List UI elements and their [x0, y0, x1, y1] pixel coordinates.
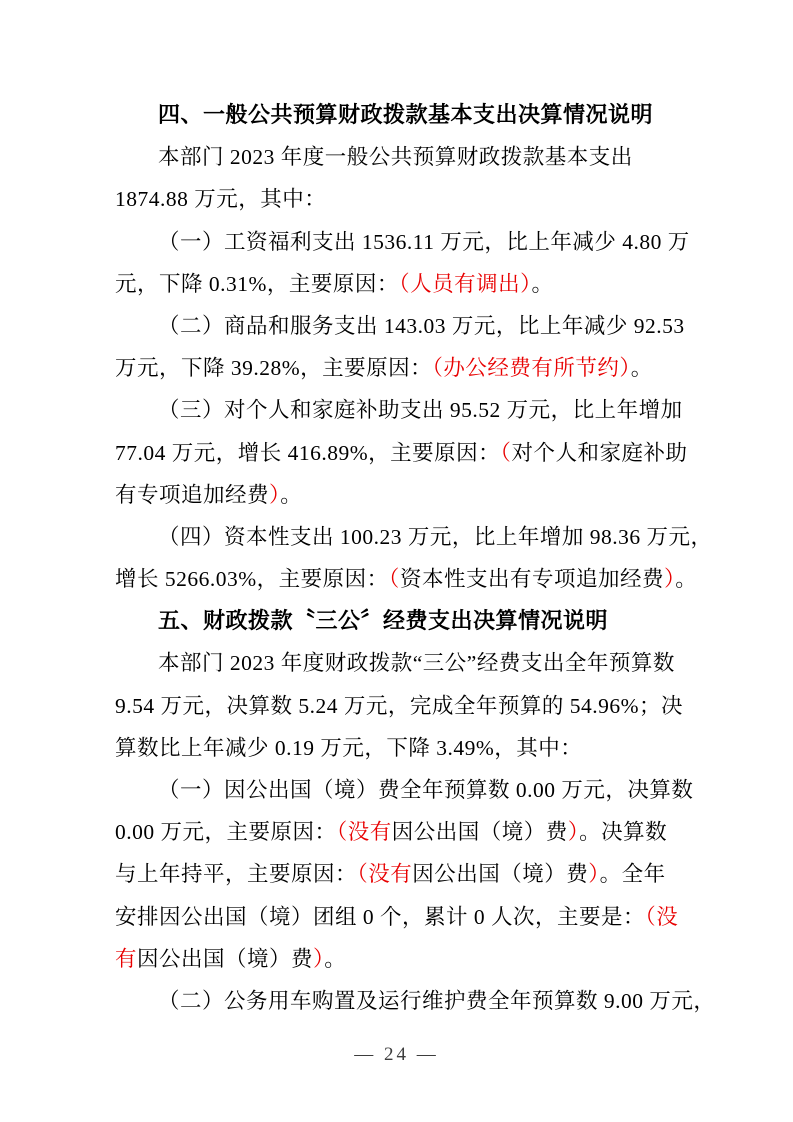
text-segment: 本部门 2023 年度财政拨款“三公”经费支出全年预算数 [158, 651, 675, 676]
text-line [115, 727, 675, 769]
section-heading: 四、一般公共预算财政拨款基本支出决算情况说明 [158, 102, 654, 127]
text-segment: 。全年 [599, 862, 666, 887]
text-segment: 因公出国（境）费 [412, 862, 589, 887]
red-text-segment: ） [588, 862, 600, 887]
red-text-segment: （没有 [336, 820, 392, 845]
text-line [115, 432, 688, 474]
text-line [115, 178, 675, 220]
text-line [115, 938, 675, 980]
text-line [115, 263, 675, 305]
text-line [115, 642, 675, 684]
red-text-segment: （人员有调出） [398, 271, 532, 296]
text-line [115, 347, 675, 389]
red-text-segment: （办公经费有所节约） [432, 356, 631, 381]
text-segment: 因公出国（境）费 [137, 946, 314, 971]
red-text-segment: ） [269, 482, 281, 507]
text-line [115, 474, 675, 516]
text-segment: 。 [531, 271, 554, 296]
text-line [115, 980, 716, 1022]
text-segment: 增长 5266.03%，主要原因： [115, 567, 389, 592]
text-segment: 资本性支出有专项追加经费 [399, 567, 664, 592]
text-line [115, 136, 675, 178]
text-segment: 元，下降 0.31%，主要原因： [115, 271, 399, 296]
text-segment: 。决算数 [579, 820, 668, 845]
text-segment: （一）因公出国（境）费全年预算数 0.00 万元，决算数 [158, 778, 694, 802]
text-line [115, 516, 713, 558]
red-text-segment: （没 [645, 904, 679, 929]
text-line [115, 685, 684, 727]
red-text-segment: （没有 [357, 862, 413, 887]
page-footer [0, 1042, 793, 1068]
text-segment: 。 [630, 356, 653, 381]
text-segment: 有专项追加经费 [115, 482, 270, 507]
text-line [115, 389, 683, 431]
text-segment: 。 [675, 567, 698, 592]
text-segment: （四）资本性支出 100.23 万元，比上年增加 98.36 万元， [158, 524, 713, 549]
text-segment: （二）商品和服务支出 143.03 万元，比上年减少 92.53 [158, 313, 685, 338]
text-line [115, 305, 685, 347]
text-line [115, 769, 694, 811]
red-text-segment: （ [388, 567, 400, 592]
text-line [115, 221, 690, 263]
text-segment: 与上年持平，主要原因： [115, 862, 358, 887]
text-segment: 。 [280, 482, 303, 507]
text-segment: 0.00 万元，主要原因： [115, 820, 337, 845]
document-content [115, 94, 716, 1022]
text-line [115, 558, 698, 600]
red-text-segment: ） [313, 946, 325, 971]
section-heading: 五、财政拨款〝三公〞经费支出决算情况说明 [158, 608, 609, 634]
text-segment: （三）对个人和家庭补助支出 95.52 万元，比上年增加 [158, 398, 683, 423]
text-segment: 算数比上年减少 0.19 万元，下降 3.49%，其中： [115, 735, 583, 760]
text-segment: 安排因公出国（境）团组 0 个，累计 0 人次，主要是： [115, 904, 646, 929]
text-segment: 77.04 万元，增长 416.89%，主要原因： [115, 440, 501, 465]
text-segment: 对个人和家庭补助 [511, 440, 688, 465]
text-line [115, 811, 675, 853]
page-number: — 24 — [354, 1044, 439, 1065]
red-text-segment: （ [500, 440, 512, 465]
text-segment: 1874.88 万元，其中： [115, 187, 327, 212]
text-segment: （一）工资福利支出 1536.11 万元，比上年减少 4.80 万 [158, 229, 690, 254]
text-segment: （二）公务用车购置及运行维护费全年预算数 9.00 万元， [158, 988, 716, 1013]
text-segment: 因公出国（境）费 [391, 820, 568, 845]
text-segment: 9.54 万元，决算数 5.24 万元，完成全年预算的 54.96%；决 [115, 693, 684, 718]
text-segment: 。 [324, 946, 347, 971]
text-segment: 本部门 2023 年度一般公共预算财政拨款基本支出 [158, 145, 633, 170]
red-text-segment: ） [663, 567, 676, 592]
text-segment: 万元，下降 39.28%，主要原因： [115, 356, 433, 381]
red-text-segment: ） [567, 820, 580, 845]
text-line [115, 853, 675, 895]
red-text-segment: 有 [115, 946, 138, 971]
text-line [115, 896, 679, 938]
